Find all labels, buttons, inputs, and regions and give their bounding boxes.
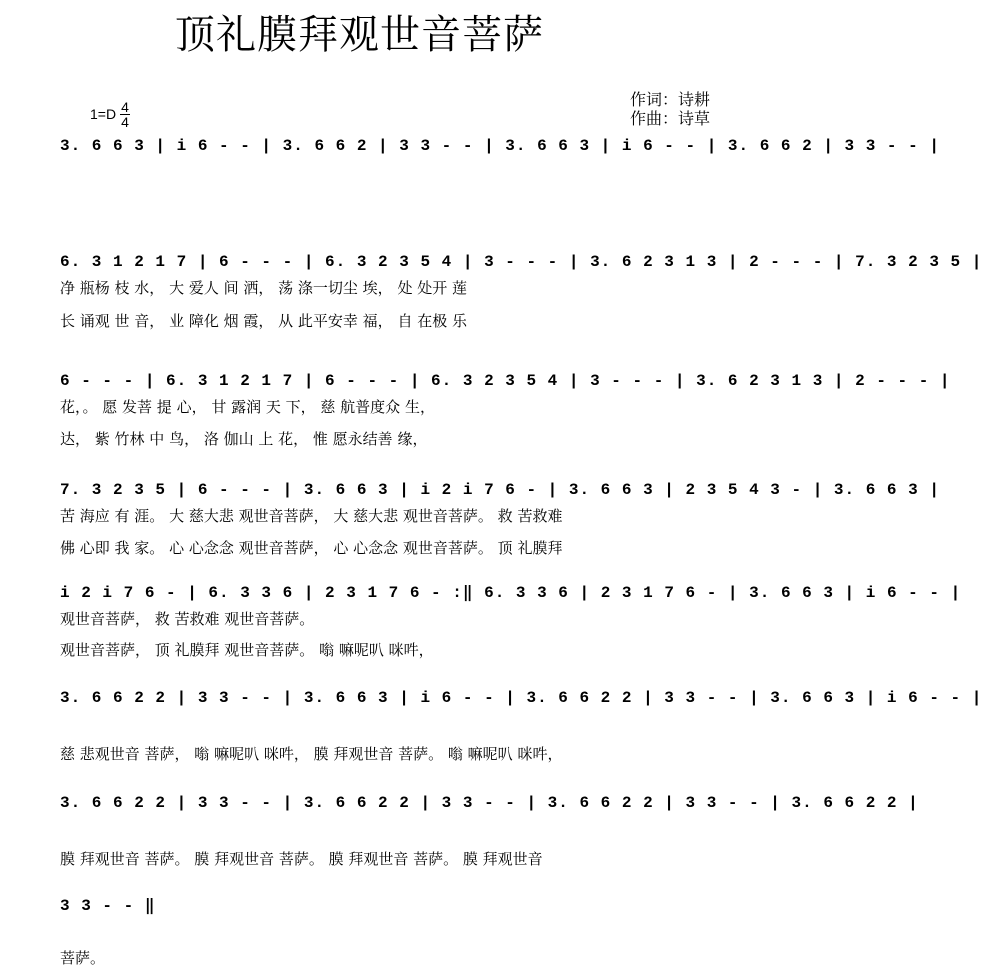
notation-line-1: 3. 6 6 3 | i 6 - - | 3. 6 6 2 | 3 3 - - | 3. 6 6 3 | i 6 - - | 3. 6 6 2 | 3 3 - - |: [60, 137, 940, 155]
time-signature-bottom: 4: [121, 113, 129, 130]
lyricist-credit: 作词：诗耕: [630, 90, 711, 109]
lyric-line-6: 慈 悲观世音 菩萨， 嗡 嘛呢叭 咪吽， 膜 拜观世音 菩萨。 嗡 嘛呢叭 咪吽，: [60, 745, 563, 763]
lyric-line-8: 菩萨。: [60, 949, 106, 967]
key-signature: [90, 96, 130, 132]
lyric-line-4-verse-2: 佛 心即 我 家。 心 心念念 观世音菩萨， 心 心念念 观世音菩萨。 顶 礼膜拜: [60, 539, 563, 557]
lyric-line-5-verse-2: 观世音菩萨， 顶 礼膜拜 观世音菩萨。 嗡 嘛呢叭 咪吽，: [60, 641, 434, 659]
lyric-line-5-verse-1: 观世音菩萨， 救 苦救难 观世音菩萨。: [60, 610, 315, 628]
lyric-line-4-verse-1: 苦 海应 有 涯。 大 慈大悲 观世音菩萨， 大 慈大悲 观世音菩萨。 救 苦救难: [60, 507, 563, 525]
notation-line-7: 3. 6 6 2 2 | 3 3 - - | 3. 6 6 2 2 | 3 3 - - | 3. 6 6 2 2 | 3 3 - - | 3. 6 6 2 2 |: [60, 794, 919, 812]
time-signature: [120, 100, 130, 129]
lyric-line-7: 膜 拜观世音 菩萨。 膜 拜观世音 菩萨。 膜 拜观世音 菩萨。 膜 拜观世音: [60, 850, 543, 868]
lyric-line-2-verse-2: 长 诵观 世 音， 业 障化 烟 霞， 从 此平安幸 福， 自 在极 乐: [60, 312, 467, 330]
lyric-line-3-verse-1: 花，。 愿 发菩 提 心， 甘 露润 天 下， 慈 航普度众 生，: [60, 398, 435, 416]
credits: [630, 90, 710, 128]
notation-line-8: 3 3 - - ‖: [60, 897, 156, 915]
notation-line-5: i 2 i 7 6 - | 6. 3 3 6 | 2 3 1 7 6 - :‖ 6. 3 3 6 | 2 3 1 7 6 - | 3. 6 6 3 | i 6 - - |: [60, 584, 962, 602]
composer-credit: 作曲：诗草: [630, 109, 711, 128]
song-title: 顶礼膜拜观世音菩萨: [175, 12, 544, 58]
lyric-line-3-verse-2: 达， 紫 竹林 中 鸟， 洛 伽山 上 花， 惟 愿永结善 缘，: [60, 430, 428, 448]
notation-line-3: 6 - - - | 6. 3 1 2 1 7 | 6 - - - | 6. 3 2 3 5 4 | 3 - - - | 3. 6 2 3 1 3 | 2 - - - |: [60, 372, 951, 390]
lyric-line-2-verse-1: 净 瓶杨 枝 水， 大 爱人 间 洒， 荡 涤一切尘 埃， 处 处开 莲: [60, 279, 467, 297]
notation-line-6: 3. 6 6 2 2 | 3 3 - - | 3. 6 6 3 | i 6 - - | 3. 6 6 2 2 | 3 3 - - | 3. 6 6 3 | i 6 - - |: [60, 689, 982, 707]
notation-line-4: 7. 3 2 3 5 | 6 - - - | 3. 6 6 3 | i 2 i 7 6 - | 3. 6 6 3 | 2 3 5 4 3 - | 3. 6 6 3 |: [60, 481, 940, 499]
key-label: 1=D: [90, 106, 117, 122]
notation-line-2: 6. 3 1 2 1 7 | 6 - - - | 6. 3 2 3 5 4 | 3 - - - | 3. 6 2 3 1 3 | 2 - - - | 7. 3 2 3 5 |: [60, 253, 982, 271]
time-signature-top: 4: [121, 98, 129, 115]
